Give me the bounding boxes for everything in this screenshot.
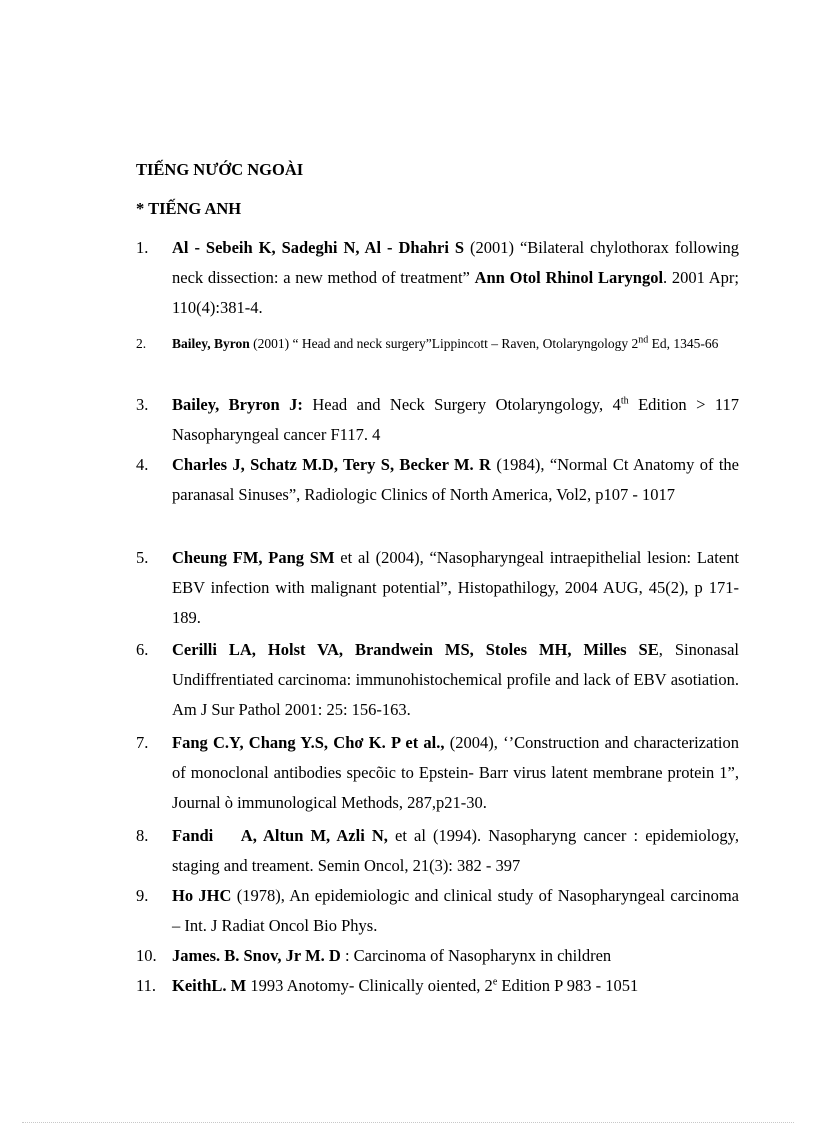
reference-tail: . 2001 Apr; 110(4):381-4. <box>172 268 739 317</box>
reference-number: 8. <box>136 826 149 845</box>
reference-authors: Charles J, Schatz M.D, Tery S, Becker M. R <box>172 455 491 474</box>
reference-item-2 <box>136 331 739 357</box>
reference-detail: (2004), ‘’Construction and characterization of monoclonal antibodies specõic to Epstein- Barr virus latent membrane protein 1”, Journal ò immunological Methods, 287,p21-30. <box>172 733 739 812</box>
reference-detail: (1978), An epidemiologic and clinical study of Nasopharyngeal carcinoma – Int. J Radiat Oncol Bio Phys. <box>172 886 739 935</box>
superscript: e <box>492 976 498 988</box>
superscript: th <box>620 395 629 407</box>
reference-number: 1. <box>136 238 149 257</box>
reference-authors: James. B. Snov, Jr M. D <box>172 946 341 965</box>
reference-journal: Ann Otol Rhinol Laryngol <box>474 268 664 287</box>
reference-detail: et al (1994). Nasopharyng cancer : epidemiology, staging and treament. Semin Oncol, 21(3): 382 - 397 <box>172 826 739 875</box>
reference-detail: (1984), “Normal Ct Anatomy of the paranasal Sinuses”, Radiologic Clinics of North America, Vol2, p107 - 1017 <box>172 455 739 504</box>
reference-number: 7. <box>136 733 149 752</box>
subsection-heading: * TIẾNG ANH <box>136 199 242 218</box>
reference-number: 10. <box>136 946 157 965</box>
reference-text <box>172 728 739 818</box>
reference-detail: 1993 Anotomy- Clinically oiented, 2 <box>246 976 493 995</box>
reference-number: 6. <box>136 640 149 659</box>
reference-item-9 <box>136 881 739 941</box>
reference-authors: Bailey, Bryron J: <box>172 395 303 414</box>
reference-tail: Edition P 983 - 1051 <box>497 976 639 995</box>
reference-authors: Ho JHC <box>172 886 232 905</box>
reference-authors: Al - Sebeih K, Sadeghi N, Al - Dhahri S <box>172 238 465 257</box>
reference-text <box>172 821 739 881</box>
reference-item-11 <box>136 971 739 1001</box>
reference-detail: (2001) “Bilateral chylothorax following neck dissection: a new method of treatment” <box>172 238 739 287</box>
reference-number: 9. <box>136 886 149 905</box>
reference-detail: Head and Neck Surgery Otolaryngology, 4 <box>302 395 621 414</box>
reference-detail: , Sinonasal Undiffrentiated carcinoma: immunohistochemical profile and lack of EBV asotiation. Am J Sur Pathol 2001: 25: 156-163. <box>172 640 740 719</box>
reference-text <box>172 543 739 633</box>
reference-item-7 <box>136 728 739 818</box>
reference-item-4 <box>136 450 739 510</box>
superscript: nd <box>638 334 649 346</box>
reference-item-6 <box>136 635 739 725</box>
reference-authors: Cerilli LA, Holst VA, Brandwein MS, Stoles MH, Milles SE <box>172 640 659 659</box>
reference-authors: Bailey, Byron <box>172 336 250 351</box>
reference-text <box>172 971 739 1001</box>
reference-text <box>172 635 739 725</box>
reference-item-1 <box>136 233 739 323</box>
reference-item-8 <box>136 821 739 881</box>
reference-text <box>172 390 739 450</box>
reference-item-3 <box>136 390 739 450</box>
reference-authors: KeithL. M <box>172 976 247 995</box>
reference-item-10 <box>136 941 739 971</box>
reference-item-5 <box>136 543 739 633</box>
reference-text <box>172 450 739 510</box>
reference-text <box>172 941 739 971</box>
reference-number: 3. <box>136 395 149 414</box>
section-heading: TIẾNG NƯỚC NGOÀI <box>136 160 304 179</box>
reference-etal: et al., <box>400 733 445 752</box>
reference-detail: (2001) “ Head and neck surgery”Lippincott – Raven, Otolaryngology 2 <box>249 336 639 351</box>
reference-number: 2. <box>136 336 147 351</box>
reference-tail: Edition > 117 Nasopharyngeal cancer F117. 4 <box>172 395 739 444</box>
reference-authors: Fang C.Y, Chang Y.S, Chơ K. P <box>172 733 401 752</box>
reference-tail: Ed, 1345-66 <box>648 336 719 351</box>
reference-text <box>172 233 739 323</box>
reference-text <box>172 331 739 357</box>
reference-number: 4. <box>136 455 149 474</box>
reference-number: 5. <box>136 548 149 567</box>
reference-detail: et al (2004), “Nasopharyngeal intraepithelial lesion: Latent EBV infection with malignant potential”, Histopathilogy, 2004 AUG, 45(2), p 171-189. <box>172 548 739 627</box>
reference-detail: : Carcinoma of Nasopharynx in children <box>340 946 612 965</box>
reference-number: 11. <box>136 976 157 995</box>
reference-authors: Fandi A, Altun M, Azli N, <box>172 826 388 845</box>
reference-authors: Cheung FM, Pang SM <box>172 548 335 567</box>
reference-text <box>172 881 739 941</box>
